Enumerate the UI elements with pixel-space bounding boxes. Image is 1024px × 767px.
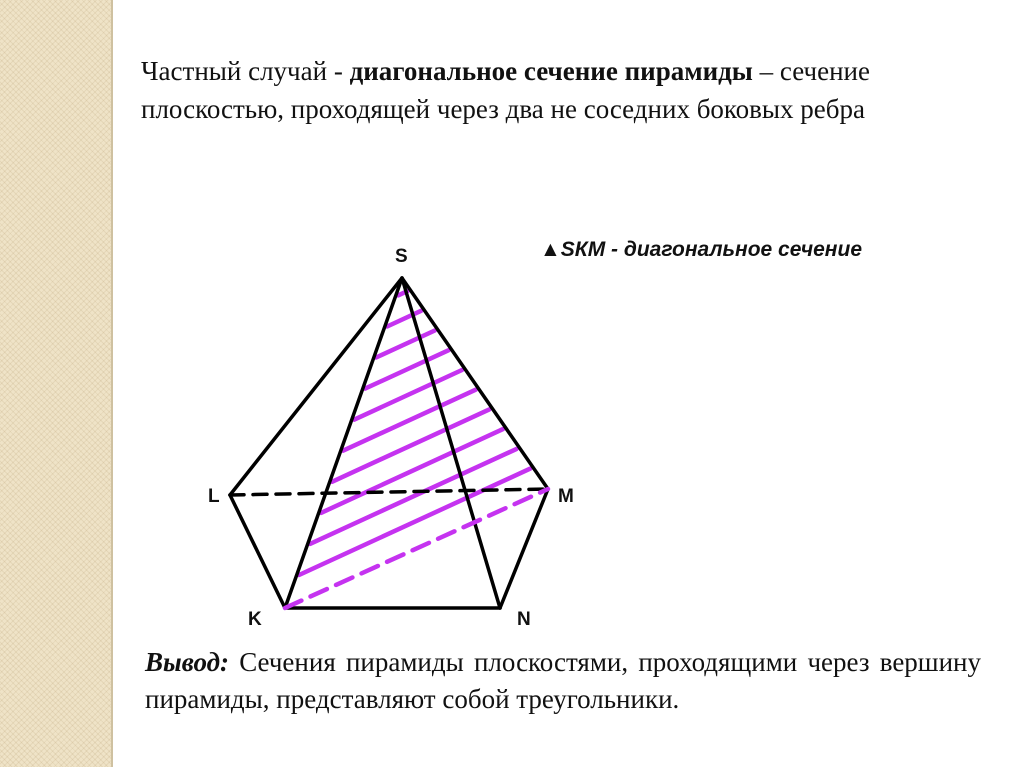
vertex-label-s: S <box>395 246 408 267</box>
vertex-label-k: K <box>248 609 262 630</box>
edge-l-m-hidden <box>230 489 548 495</box>
triangle-icon: ▲ <box>540 238 561 261</box>
edge-s-m <box>402 278 548 489</box>
hatch-line-8 <box>321 429 503 513</box>
hatch-line-9 <box>310 449 517 544</box>
conclusion-lead: Вывод: <box>145 647 229 677</box>
caption-text: SКМ - диагональное сечение <box>560 238 862 261</box>
edge-s-k <box>285 278 402 608</box>
intro-suffix: – сечение плоскостью, проходящей через два не соседних боковых ребра <box>141 56 870 124</box>
edge-l-k <box>230 495 285 608</box>
vertex-label-m: M <box>558 486 574 507</box>
intro-term: диагональное сечение пирамиды <box>349 56 753 86</box>
vertex-label-l: L <box>208 486 220 507</box>
hatch-line-5 <box>354 370 462 420</box>
intro-prefix: Частный случай - <box>141 56 350 86</box>
conclusion-body: Сечения пирамиды плоскостями, проходящими через вершину пирамиды, представляют собой треугольники. <box>145 647 981 714</box>
hatch-line-6 <box>343 390 476 451</box>
vertex-label-n: N <box>517 609 531 630</box>
hatch-line-10 <box>299 469 530 575</box>
conclusion-text <box>145 644 981 718</box>
section-hatching <box>299 291 530 575</box>
